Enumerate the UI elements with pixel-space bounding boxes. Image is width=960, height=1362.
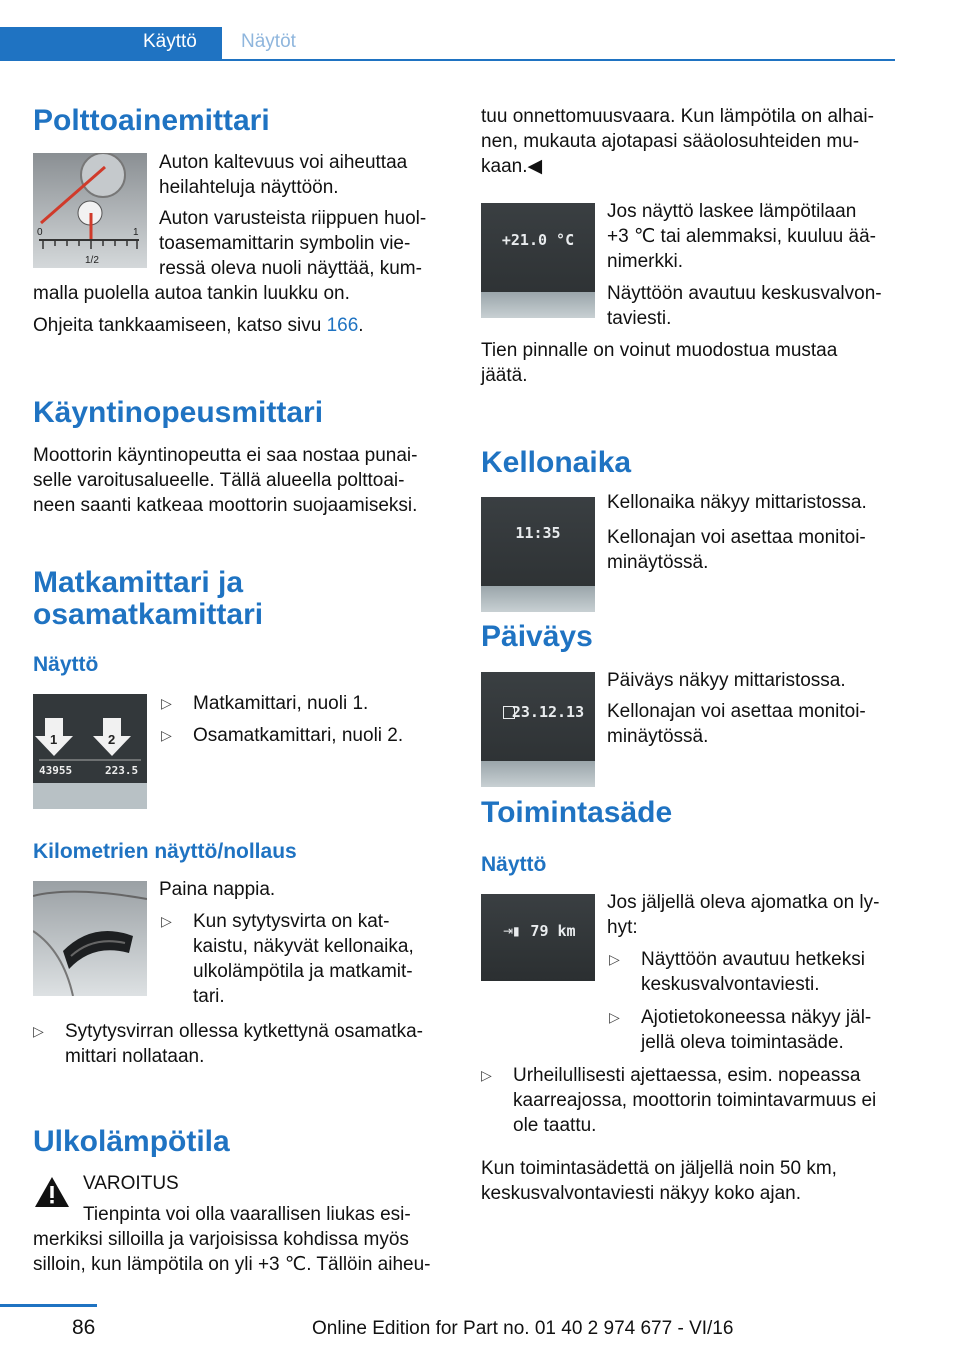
warning-text-3: silloin, kun lämpötila on yli +3 ℃. Tällöin aiheu- (33, 1254, 431, 1275)
fuel-title: Polttoainemittari (33, 104, 270, 137)
display-strip (481, 586, 595, 612)
fuel-text-6: malla puolella autoa tankin luukku on. (33, 283, 350, 304)
clock-text-1: Kellonaika näkyy mittaristossa. (607, 492, 867, 513)
bullet-triangle-icon: ▷ (161, 695, 172, 711)
header-rule (0, 59, 895, 61)
temp-text-5: taviesti. (607, 308, 672, 329)
clock-title: Kellonaika (481, 446, 632, 479)
fuel-pump-icon: ⇥▮ (503, 924, 520, 938)
range-intro-2: hyt: (607, 917, 638, 938)
fuel-text-2: heilahteluja näyttöön. (159, 177, 339, 198)
page-link-166[interactable]: 166 (326, 315, 359, 336)
bullet-triangle-icon: ▷ (33, 1023, 44, 1039)
outside-title: Ulkolämpötila (33, 1125, 230, 1158)
odometer-value: 43955 (39, 764, 73, 777)
gauge-label-one: 1 (133, 227, 139, 238)
bullet-triangle-icon: ▷ (609, 1009, 620, 1025)
warning-text-6: kaan.◀ (481, 156, 543, 177)
temp-text-4: Näyttöön avautuu keskusvalvon- (607, 283, 882, 304)
rpm-text-1: Moottorin käyntinopeutta ei saa nostaa punai- (33, 445, 418, 466)
trip-title-2: osamatkamittari (33, 598, 264, 631)
chapter-header (0, 27, 895, 61)
page-number: 86 (72, 1316, 96, 1339)
warning-label: VAROITUS (83, 1173, 179, 1194)
warning-text-1: Tienpinta voi olla vaarallisen liukas esi- (83, 1204, 411, 1225)
km-reset-title: Kilometrien näyttö/nollaus (33, 840, 297, 863)
gauge-label-zero: 0 (37, 227, 43, 238)
ice-text-1: Tien pinnalle on voinut muodostua mustaa (481, 340, 838, 361)
range-title: Toimintasäde (481, 796, 673, 829)
temperature-display-value: +21.0 °C (501, 231, 575, 249)
warning-text-2: merkiksi silloilla ja varjoisissa kohdissa myös (33, 1229, 409, 1250)
fuel-text-3: Auton varusteista riippuen huol- (159, 208, 427, 229)
warning-text-4: tuu onnettomuusvaara. Kun lämpötila on alhai- (481, 106, 874, 127)
date-text-3: minäytössä. (607, 726, 709, 747)
clock-display-image (481, 497, 595, 612)
clock-text-3: minäytössä. (607, 552, 709, 573)
temp-text-2: +3 ℃ tai alemmaksi, kuuluu ää- (607, 226, 876, 247)
edition-note: Online Edition for Part no. 01 40 2 974 677 - VI/16 (312, 1318, 734, 1339)
range-outro-1: Kun toimintasädettä on jäljellä noin 50 km, (481, 1158, 837, 1179)
warning-icon (33, 1175, 71, 1209)
bullet-triangle-icon: ▷ (609, 951, 620, 967)
range-outro-2: keskusvalvontaviesti näkyy koko ajan. (481, 1183, 801, 1204)
bullet-triangle-icon: ▷ (481, 1067, 492, 1083)
range-display-image (481, 894, 595, 981)
trip-title-1: Matkamittari ja (33, 566, 244, 599)
reset-button-image (33, 881, 147, 996)
date-display-image (481, 672, 595, 787)
rpm-title: Käyntinopeusmittari (33, 396, 324, 429)
range-display-value: 79 km (530, 922, 576, 940)
arrow-1-label: 1 (50, 732, 58, 747)
ice-text-2: jäätä. (481, 365, 528, 386)
clock-display-value: 11:35 (515, 524, 561, 542)
warning-text-5: nen, mukauta ajotapasi sääolosuhteiden mu- (481, 131, 860, 152)
tab-naytot[interactable]: Näytöt (241, 31, 296, 52)
fuel-text-1: Auton kaltevuus voi aiheuttaa (159, 152, 408, 173)
clock-text-2: Kellonajan voi asettaa monitoi- (607, 527, 866, 548)
date-text-2: Kellonajan voi asettaa monitoi- (607, 701, 866, 722)
display-strip (481, 292, 595, 318)
km-reset-intro: Paina nappia. (159, 879, 276, 900)
temp-text-1: Jos näyttö laskee lämpötilaan (607, 201, 857, 222)
fuel-text-4: toasemamittarin symbolin vie- (159, 233, 411, 254)
fuel-gauge-image (33, 153, 147, 268)
range-subtitle: Näyttö (481, 853, 547, 876)
temp-text-3: nimerkki. (607, 251, 684, 272)
fuel-reference: Ohjeita tankkaamiseen, katso sivu 166. (33, 315, 364, 336)
rpm-text-3: neen saanti katkeaa moottorin suojaamiseksi. (33, 495, 418, 516)
display-strip (481, 761, 595, 787)
trip-display-image (33, 694, 147, 809)
gauge-label-half: 1/2 (85, 255, 99, 266)
temperature-display-image (481, 203, 595, 318)
arrow-2-label: 2 (108, 732, 116, 747)
footer-rule (0, 1304, 97, 1307)
date-text-1: Päiväys näkyy mittaristossa. (607, 670, 846, 691)
bullet-triangle-icon: ▷ (161, 727, 172, 743)
bullet-triangle-icon: ▷ (161, 913, 172, 929)
tab-kaytto[interactable]: Käyttö (0, 27, 222, 61)
date-title: Päiväys (481, 620, 593, 653)
date-display-value: 23.12.13 (511, 703, 585, 721)
fuel-text-5: ressä oleva nuoli näyttää, kum- (159, 258, 422, 279)
rpm-text-2: selle varoitusalueelle. Tällä alueella polttoai- (33, 470, 405, 491)
range-intro-1: Jos jäljellä oleva ajomatka on ly- (607, 892, 880, 913)
trip-subtitle: Näyttö (33, 653, 99, 676)
tripmeter-value: 223.5 (105, 764, 139, 777)
